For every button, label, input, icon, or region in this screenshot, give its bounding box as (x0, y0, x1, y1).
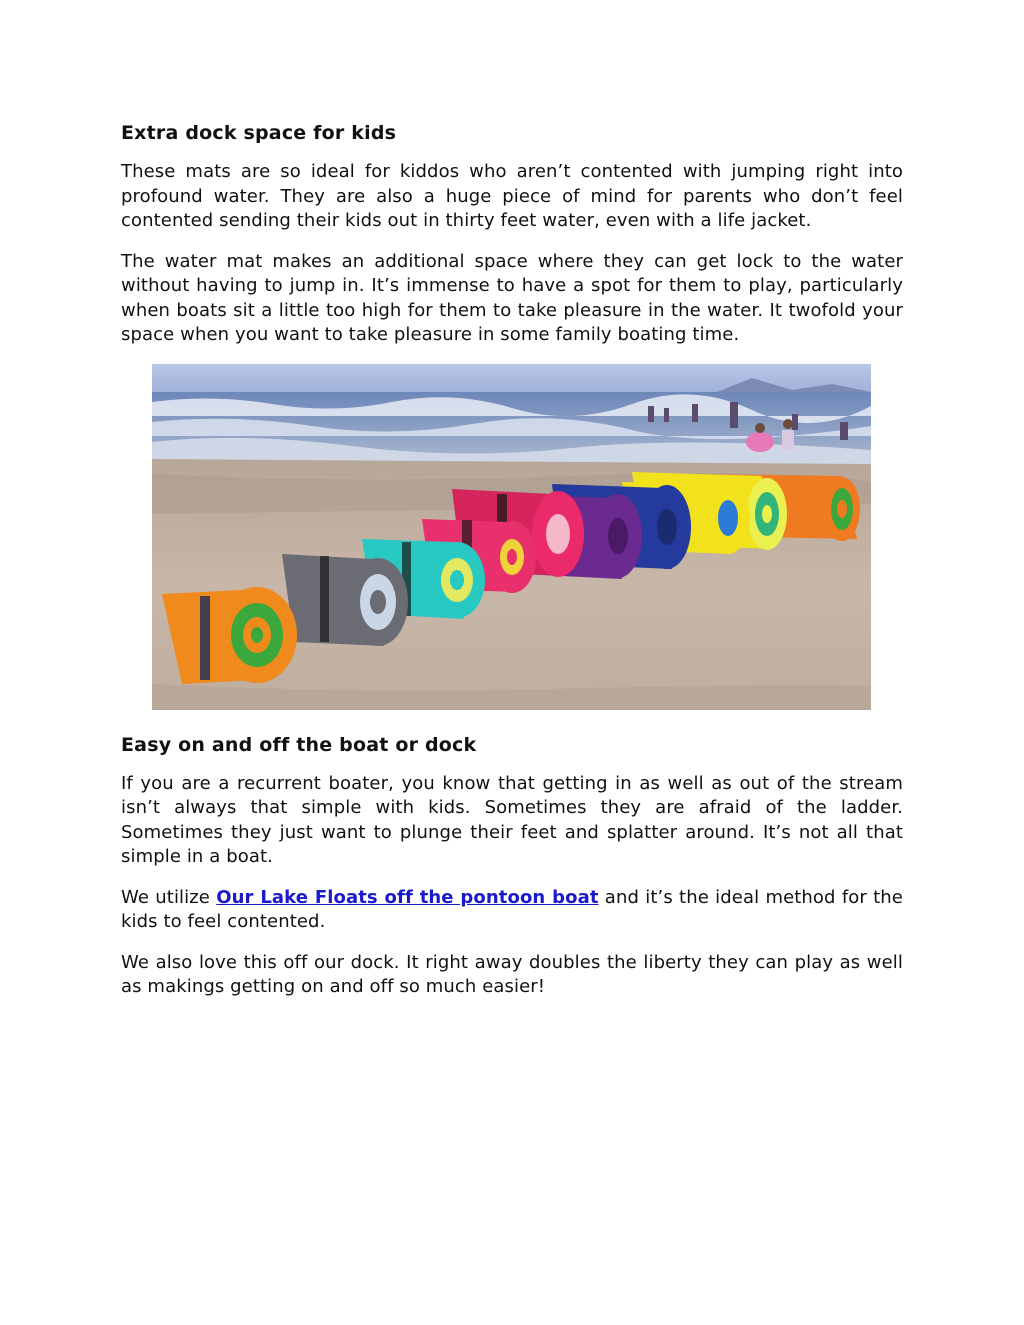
para2-text-before: We utilize (121, 886, 217, 908)
section-heading-extra-dock-space: Extra dock space for kids (121, 122, 397, 144)
paragraph-we-utilize (121, 886, 903, 935)
paragraph-dock-love: We also love this off our dock. It right away doubles the liberty they can play as well as makings getting on and off so much easier! (121, 951, 903, 997)
beach-mats-photo (152, 364, 871, 710)
para2-text-after: and it’s the ideal method for the kids to feel contented. (121, 886, 903, 932)
paragraph-water-mat-space: The water mat makes an additional space where they can get lock to the water without having to jump in. It’s immense to have a spot for them to play, particularly when boats sit a little too high for them to take pleasure in the water. It twofold your space when you want to take pleasure in some family boating time. (121, 250, 903, 345)
beach-mats-illustration (152, 364, 871, 710)
paragraph-mats-ideal: These mats are so ideal for kiddos who aren’t contented with jumping right into profound water. They are also a huge piece of mind for parents who don’t feel contented sending their kids out in thirty feet water, even with a life jacket. (121, 161, 903, 231)
section-heading-easy-on-off: Easy on and off the boat or dock (121, 733, 477, 756)
document-page (121, 120, 903, 1016)
paragraph-recurrent-boater: If you are a recurrent boater, you know that getting in as well as out of the stream isn’t always that simple with kids. Sometimes they are afraid of the ladder. Sometimes they just want to plunge their feet and splatter around. It’s not all that simple in a boat. (121, 772, 903, 867)
our-lake-floats-link[interactable]: Our Lake Floats off the pontoon boat (216, 886, 599, 908)
